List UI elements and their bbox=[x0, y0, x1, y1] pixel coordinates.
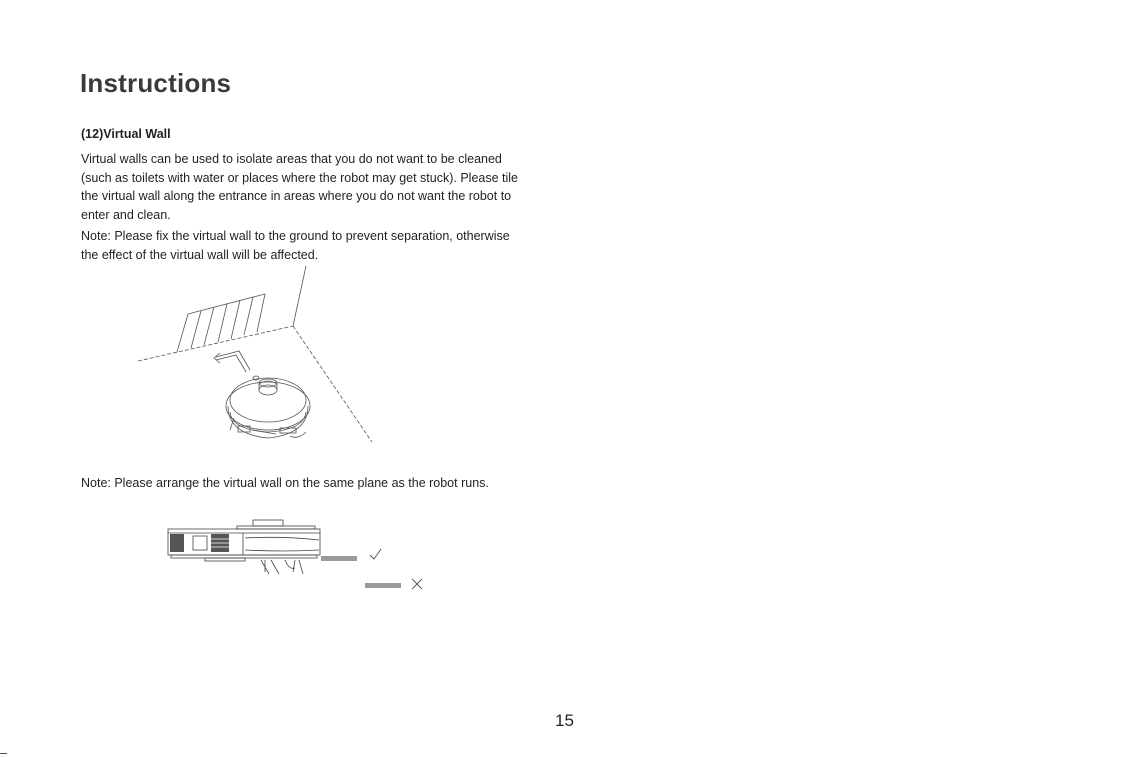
plane-note: Note: Please arrange the virtual wall on the same plane as the robot runs. bbox=[81, 476, 489, 490]
page-number: 15 bbox=[555, 711, 574, 730]
virtual-wall-description: Virtual walls can be used to isolate areas that you do not want to be cleaned (such as toilets with water or places where the robot may get stuck). Please tile the virtual wall along the entrance in areas where you do not want the robot to enter and clean. bbox=[81, 152, 518, 222]
check-icon bbox=[370, 549, 381, 559]
robot-near-virtual-wall-icon bbox=[130, 262, 390, 452]
fix-wall-note: Note: Please fix the virtual wall to the ground to prevent separation, otherwise the effect of the virtual wall will be affected. bbox=[81, 229, 510, 262]
page-corner-mark bbox=[0, 753, 7, 754]
cross-icon bbox=[412, 579, 422, 589]
section-title: (12)Virtual Wall bbox=[81, 127, 171, 141]
robot-side-view-icon bbox=[165, 516, 440, 596]
page-title: Instructions bbox=[80, 68, 232, 98]
